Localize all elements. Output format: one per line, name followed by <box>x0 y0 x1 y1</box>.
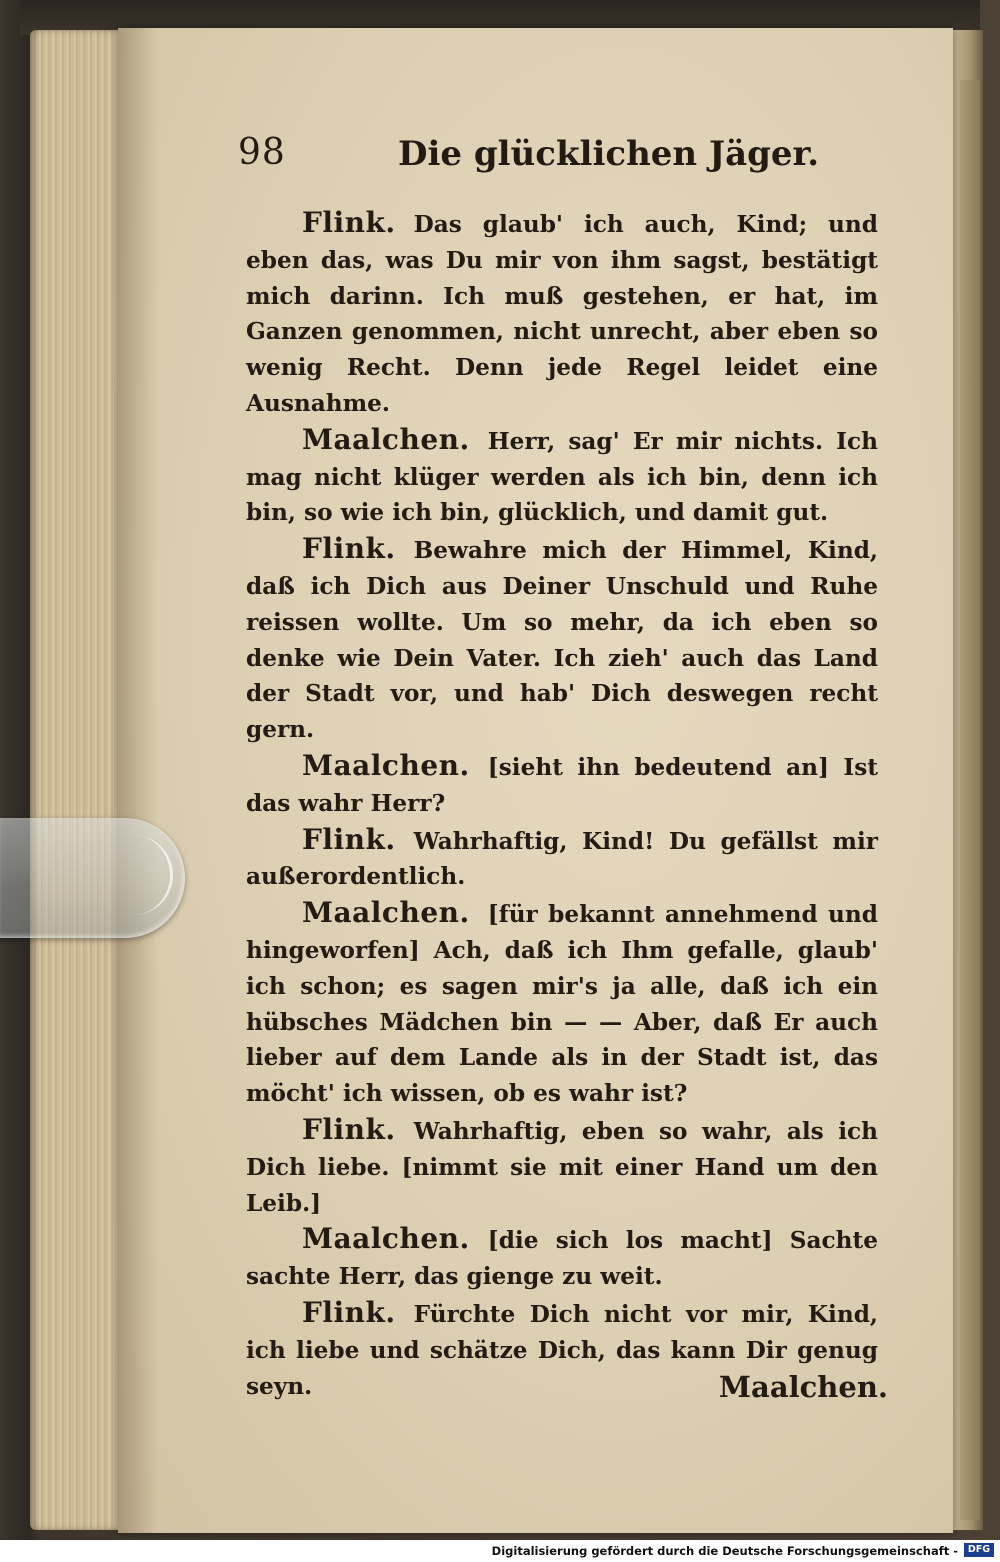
dialogue-paragraph <box>246 422 878 531</box>
dialogue-text: Wahrhaftig, Kind! Du gefällst mir außerordentlich. <box>246 827 878 891</box>
dialogue-text: Bewahre mich der Himmel, Kind, daß ich Dich aus Deiner Unschuld und Ruhe reissen wollte. Um so mehr, da ich eben so denke wie Dein Vater. Ich zieh' auch das Land der Stadt vor, und hab' Dich deswegen recht gern. <box>246 537 878 744</box>
speaker-name: Maalchen. <box>302 422 470 456</box>
speaker-name: Flink. <box>302 1112 396 1146</box>
dialogue-paragraph <box>246 531 878 748</box>
dialogue-text: [für bekannt annehmend und hingeworfen] Ach, daß ich Ihm gefalle, glaub' ich schon; es sagen mir's ja alle, daß ich ein hübsches Mädchen bin — — Aber, daß Er auch lieber auf dem Lande als in der Stadt ist, das möcht' ich wissen, ob es wahr ist? <box>246 901 878 1108</box>
gutter-shadow <box>118 28 158 1533</box>
facing-page-edge <box>960 80 980 1520</box>
footer-credit: Digitalisierung gefördert durch die Deutsche Forschungsgemeinschaft - <box>491 1544 958 1558</box>
speaker-name: Maalchen. <box>302 1222 470 1256</box>
catchword: Maalchen. <box>718 1370 888 1404</box>
running-title: Die glücklichen Jäger. <box>398 134 820 174</box>
dialogue-text: [sieht ihn bedeutend an] Ist das wahr Herr? <box>246 753 878 817</box>
dialogue-text: [die sich los macht] Sachte sachte Herr, das gienge zu weit. <box>246 1227 878 1291</box>
speaker-name: Flink. <box>302 206 396 239</box>
dialogue-paragraph <box>246 1221 878 1295</box>
dialogue-paragraph <box>246 822 878 896</box>
speaker-name: Flink. <box>302 1295 396 1329</box>
dialogue-text: Wahrhaftig, eben so wahr, als ich Dich liebe. [nimmt sie mit einer Hand um den Leib.] <box>246 1117 878 1217</box>
page-header <box>238 132 878 192</box>
speaker-name: Flink. <box>302 822 396 856</box>
speaker-name: Maalchen. <box>302 748 470 782</box>
dialogue-text: Das glaub' ich auch, Kind; und eben das, was Du mir von ihm sagst, bestätigt mich darinn. Ich muß gestehen, er hat, im Ganzen genommen, nicht unrecht, aber eben so wenig Recht. Denn jede Regel leidet eine Ausnahme. <box>246 211 878 417</box>
dialogue-paragraph <box>246 748 878 822</box>
page-number: 98 <box>238 132 286 173</box>
dfg-logo: DFG <box>964 1543 994 1557</box>
dialogue-paragraph <box>246 205 878 422</box>
speaker-name: Flink. <box>302 532 396 566</box>
dialogue-text: Herr, sag' Er mir nichts. Ich mag nicht klüger werden als ich bin, denn ich bin, so wie ich bin, glücklich, und damit gut. <box>246 427 878 527</box>
dialogue-paragraph <box>246 1112 878 1221</box>
page-body <box>246 205 878 1404</box>
book-page-edges <box>30 30 125 1530</box>
dialogue-paragraph <box>246 895 878 1112</box>
dialogue-text: Fürchte Dich nicht vor mir, Kind, ich liebe und schätze Dich, das kann Dir genug seyn. <box>246 1300 878 1400</box>
speaker-name: Maalchen. <box>302 896 470 930</box>
